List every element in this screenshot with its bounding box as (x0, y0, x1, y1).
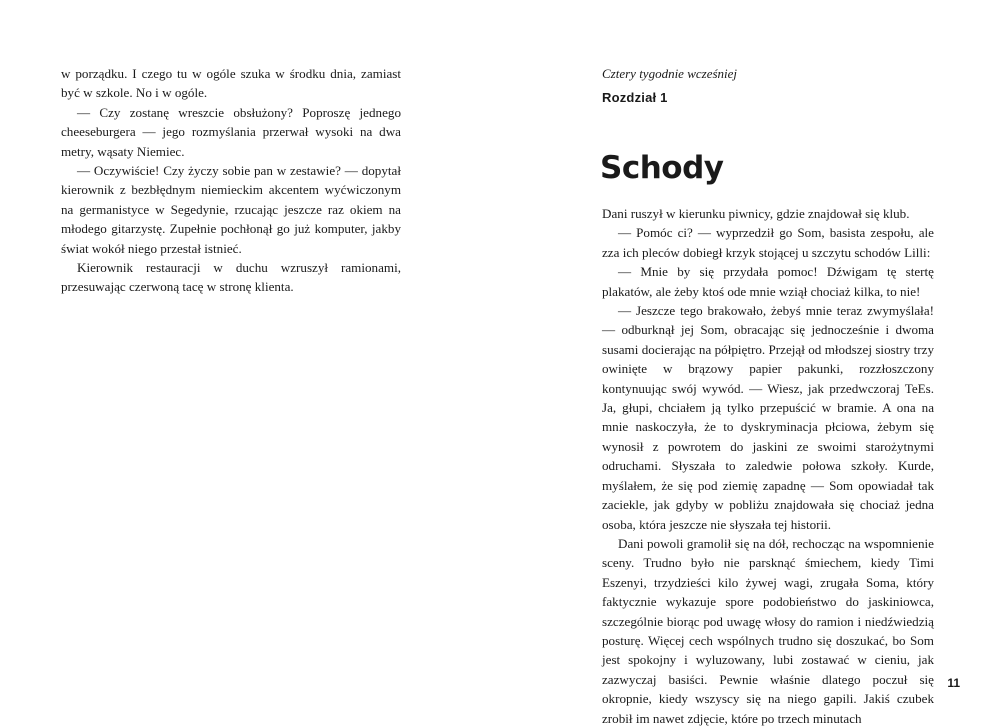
paragraph: — Jeszcze tego brakowało, żebyś mnie teraz zwymyślała! — odburknął jej Som, obracając się jednocześnie i dwoma susami docierając na półpiętro. Przejął od młodszej siostry trzy owinięte w brązowy papier pakunki, rozzłoszczony kontynuując swój wywód. — Wiesz, jak przedwczoraj TeEs. Ja, głupi, chciałem ją tylko przepuścić w bramie. A ona na mnie naskoczyła, że to dyskryminacja płciowa, żebym się wynosił z powrotem do jaskini ze swoimi starożytnymi odruchami. Słyszała to zaledwie połowa szkoły. Kurde, myślałem, że się pod ziemię zapadnę — Som opowiadał tak zaciekle, jak gdyby w pobliżu znajdowała się chociaż jedna osoba, która jeszcze nie słyszała tej historii. (602, 303, 934, 532)
right-page-text (602, 204, 934, 728)
page-number: 11 (947, 676, 960, 690)
paragraph: Dani ruszył w kierunku piwnicy, gdzie znajdował się klub. (602, 206, 910, 221)
chapter-kicker: Cztery tygodnie wcześniej (602, 66, 738, 81)
left-page-text (61, 64, 401, 297)
chapter-number: Rozdział 1 (602, 90, 668, 105)
paragraph: — Oczywiście! Czy życzy sobie pan w zestawie? — dopytał kierownik z bezbłędnym niemieckim akcentem wyćwiczonym na germanistyce w Segedynie, rzucając jeszcze raz okiem na młodego gitarzystę. Zupełnie pochłonął go już komputer, jakby świat wokół niego przestał istnieć. (61, 163, 401, 256)
right-page (500, 0, 1000, 726)
paragraph: — Mnie by się przydała pomoc! Dźwigam tę stertę plakatów, ale żeby ktoś ode mnie wziął chociaż kilka, to nie! (602, 264, 934, 299)
paragraph: — Pomóc ci? — wyprzedził go Som, basista zespołu, ale zza ich pleców dobiegł krzyk stojącej u szczytu schodów Lilli: (602, 225, 934, 260)
paragraph: — Czy zostanę wreszcie obsłużony? Poproszę jednego cheeseburgera — jego rozmyślania przerwał wysoki na dwa metry, wąsaty Niemiec. (61, 104, 401, 159)
paragraph: Dani powoli gramolił się na dół, rechocząc na wspomnienie sceny. Trudno było nie parsknąć śmiechem, kiedy Timi Eszenyi, trzydzieści kilo żywej wagi, zrugała Soma, który faktycznie wykazuje spore podobieństwo do jaskiniowca, szczególnie biorąc pod uwagę włosy do ramion i niedźwiedzią posturę. Więcej cech wspólnych trudno się doszukać, bo Som jest spokojny i wyluzowany, lubi zostawać w cieniu, jak zazwyczaj basiści. Pewnie właśnie dlatego poczuł się okropnie, kiedy wszyscy się na niego gapili. Jakiś czubek zrobił im nawet zdjęcie, które po trzech minutach (602, 535, 934, 726)
paragraph: Kierownik restauracji w duchu wzruszył ramionami, przesuwając czerwoną tacę w stronę klienta. (61, 260, 401, 295)
left-page (0, 0, 500, 722)
chapter-title: Schody (600, 150, 724, 186)
paragraph: w porządku. I czego tu w ogóle szuka w środku dnia, zamiast być w szkole. No i w ogóle. (61, 66, 401, 101)
